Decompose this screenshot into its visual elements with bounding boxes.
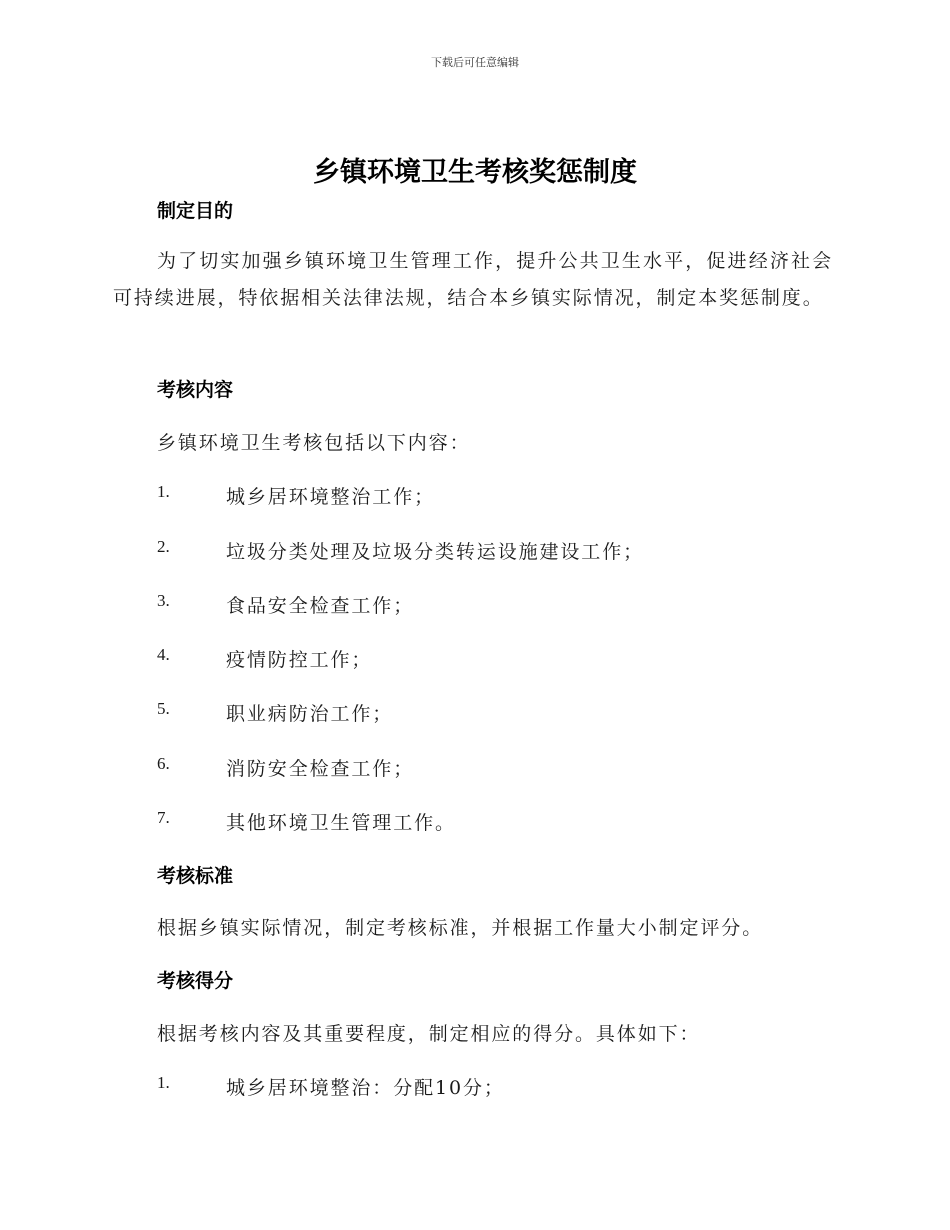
section-intro-score: 根据考核内容及其重要程度，制定相应的得分。具体如下： — [157, 1023, 701, 1045]
list-item-number: 7. — [157, 808, 170, 827]
section-intro-standard: 根据乡镇实际情况，制定考核标准，并根据工作量大小制定评分。 — [157, 917, 764, 939]
list-item-number: 5. — [157, 699, 170, 718]
list-item-text: 消防安全检查工作； — [226, 758, 415, 780]
section-heading-score: 考核得分 — [157, 970, 234, 992]
list-item-text: 疫情防控工作； — [226, 649, 373, 671]
list-item-text: 垃圾分类处理及垃圾分类转运设施建设工作； — [226, 541, 645, 563]
list-item-text: 其他环境卫生管理工作。 — [226, 812, 456, 834]
list-item-text: 食品安全检查工作； — [226, 595, 415, 617]
document-title: 乡镇环境卫生考核奖惩制度 — [313, 157, 637, 188]
list-item-number: 1. — [157, 482, 170, 501]
page-header-note: 下载后可任意编辑 — [431, 56, 519, 69]
list-item-text: 城乡居环境整治：分配10分； — [226, 1077, 505, 1099]
section-paragraph-purpose: 为了切实加强乡镇环境卫生管理工作，提升公共卫生水平，促进经济社会可持续进展，特依据相关法律法规，结合本乡镇实际情况，制定本奖惩制度。 — [113, 250, 833, 309]
list-item-number: 4. — [157, 645, 170, 664]
list-item-text: 城乡居环境整治工作； — [226, 486, 436, 508]
list-item-number: 3. — [157, 591, 170, 610]
section-intro-content: 乡镇环境卫生考核包括以下内容： — [157, 432, 471, 454]
list-item-number: 6. — [157, 754, 170, 773]
section-heading-content: 考核内容 — [157, 379, 234, 401]
list-item-number: 2. — [157, 537, 170, 556]
section-heading-purpose: 制定目的 — [157, 200, 234, 222]
list-item-text: 职业病防治工作； — [226, 703, 394, 725]
section-heading-standard: 考核标准 — [157, 865, 234, 887]
list-item-number: 1. — [157, 1073, 170, 1092]
